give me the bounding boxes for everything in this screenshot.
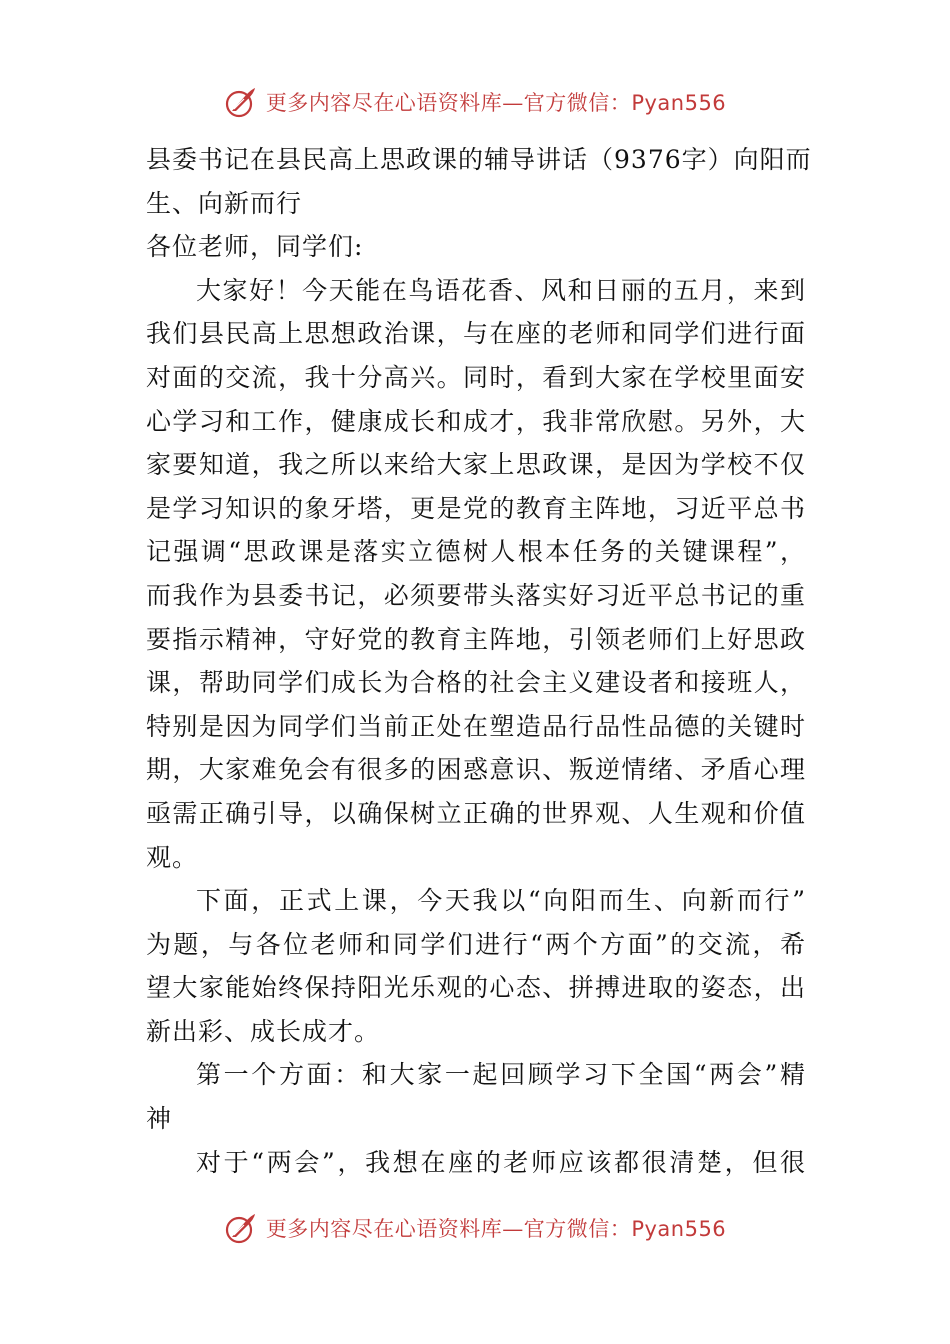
text-line: 我们县民高上思想政治课，与在座的老师和同学们进行面	[146, 319, 806, 349]
text-line: 各位老师，同学们:	[146, 232, 364, 262]
text-line: 新出彩、成长成才。	[146, 1016, 381, 1046]
text-line: 要指示精神，守好党的教育主阵地，引领老师们上好思政	[146, 624, 806, 654]
text-line: 特别是因为同学们当前正处在塑造品行品性品德的关键时	[146, 711, 806, 741]
text-line: 课，帮助同学们成长为合格的社会主义建设者和接班人，	[146, 668, 806, 698]
watermark-label: 更多内容尽在心语资料库—官方微信：	[265, 1217, 632, 1241]
text-line: 第一个方面：和大家一起回顾学习下全国“两会”精	[196, 1060, 806, 1090]
watermark-label: 更多内容尽在心语资料库—官方微信：	[265, 91, 632, 115]
text-line: 期，大家难免会有很多的困惑意识、叛逆情绪、矛盾心理	[146, 755, 806, 785]
text-line: 对面的交流，我十分高兴。同时，看到大家在学校里面安	[146, 362, 806, 392]
text-line: 对于“两会”，我想在座的老师应该都很清楚，但很	[196, 1147, 806, 1177]
watermark-wechat-id: Pyan556	[631, 91, 727, 115]
text-line: 县委书记在县民高上思政课的辅导讲话（9376字）向阳而	[146, 145, 812, 174]
quill-logo-icon	[224, 85, 258, 119]
text-line: 是学习知识的象牙塔，更是党的教育主阵地，习近平总书	[146, 493, 806, 523]
watermark-text	[266, 1213, 726, 1243]
text-line: 而我作为县委书记，必须要带头落实好习近平总书记的重	[146, 580, 806, 610]
text-line: 为题，与各位老师和同学们进行“两个方面”的交流，希	[146, 929, 806, 959]
text-line: 亟需正确引导，以确保树立正确的世界观、人生观和价值	[146, 798, 806, 828]
text-line: 大家好！今天能在鸟语花香、风和日丽的五月，来到	[196, 275, 806, 305]
watermark-wechat-id: Pyan556	[631, 1217, 727, 1241]
quill-logo-icon	[224, 1211, 258, 1245]
watermark-text	[266, 87, 726, 117]
document-body	[146, 138, 812, 1184]
text-line: 生、向新而行	[146, 188, 303, 218]
footer-watermark	[0, 1208, 950, 1248]
text-line: 望大家能始终保持阳光乐观的心态、拼搏进取的姿态，出	[146, 973, 806, 1003]
header-watermark	[0, 82, 950, 122]
text-line: 记强调“思政课是落实立德树人根本任务的关键课程”，	[146, 537, 806, 567]
text-line: 神	[146, 1104, 173, 1134]
text-line: 心学习和工作，健康成长和成才，我非常欣慰。另外，大	[146, 406, 806, 436]
text-line: 观。	[146, 842, 199, 872]
text-line: 家要知道，我之所以来给大家上思政课，是因为学校不仅	[146, 450, 806, 480]
text-line: 下面，正式上课，今天我以“向阳而生、向新而行”	[196, 886, 806, 916]
